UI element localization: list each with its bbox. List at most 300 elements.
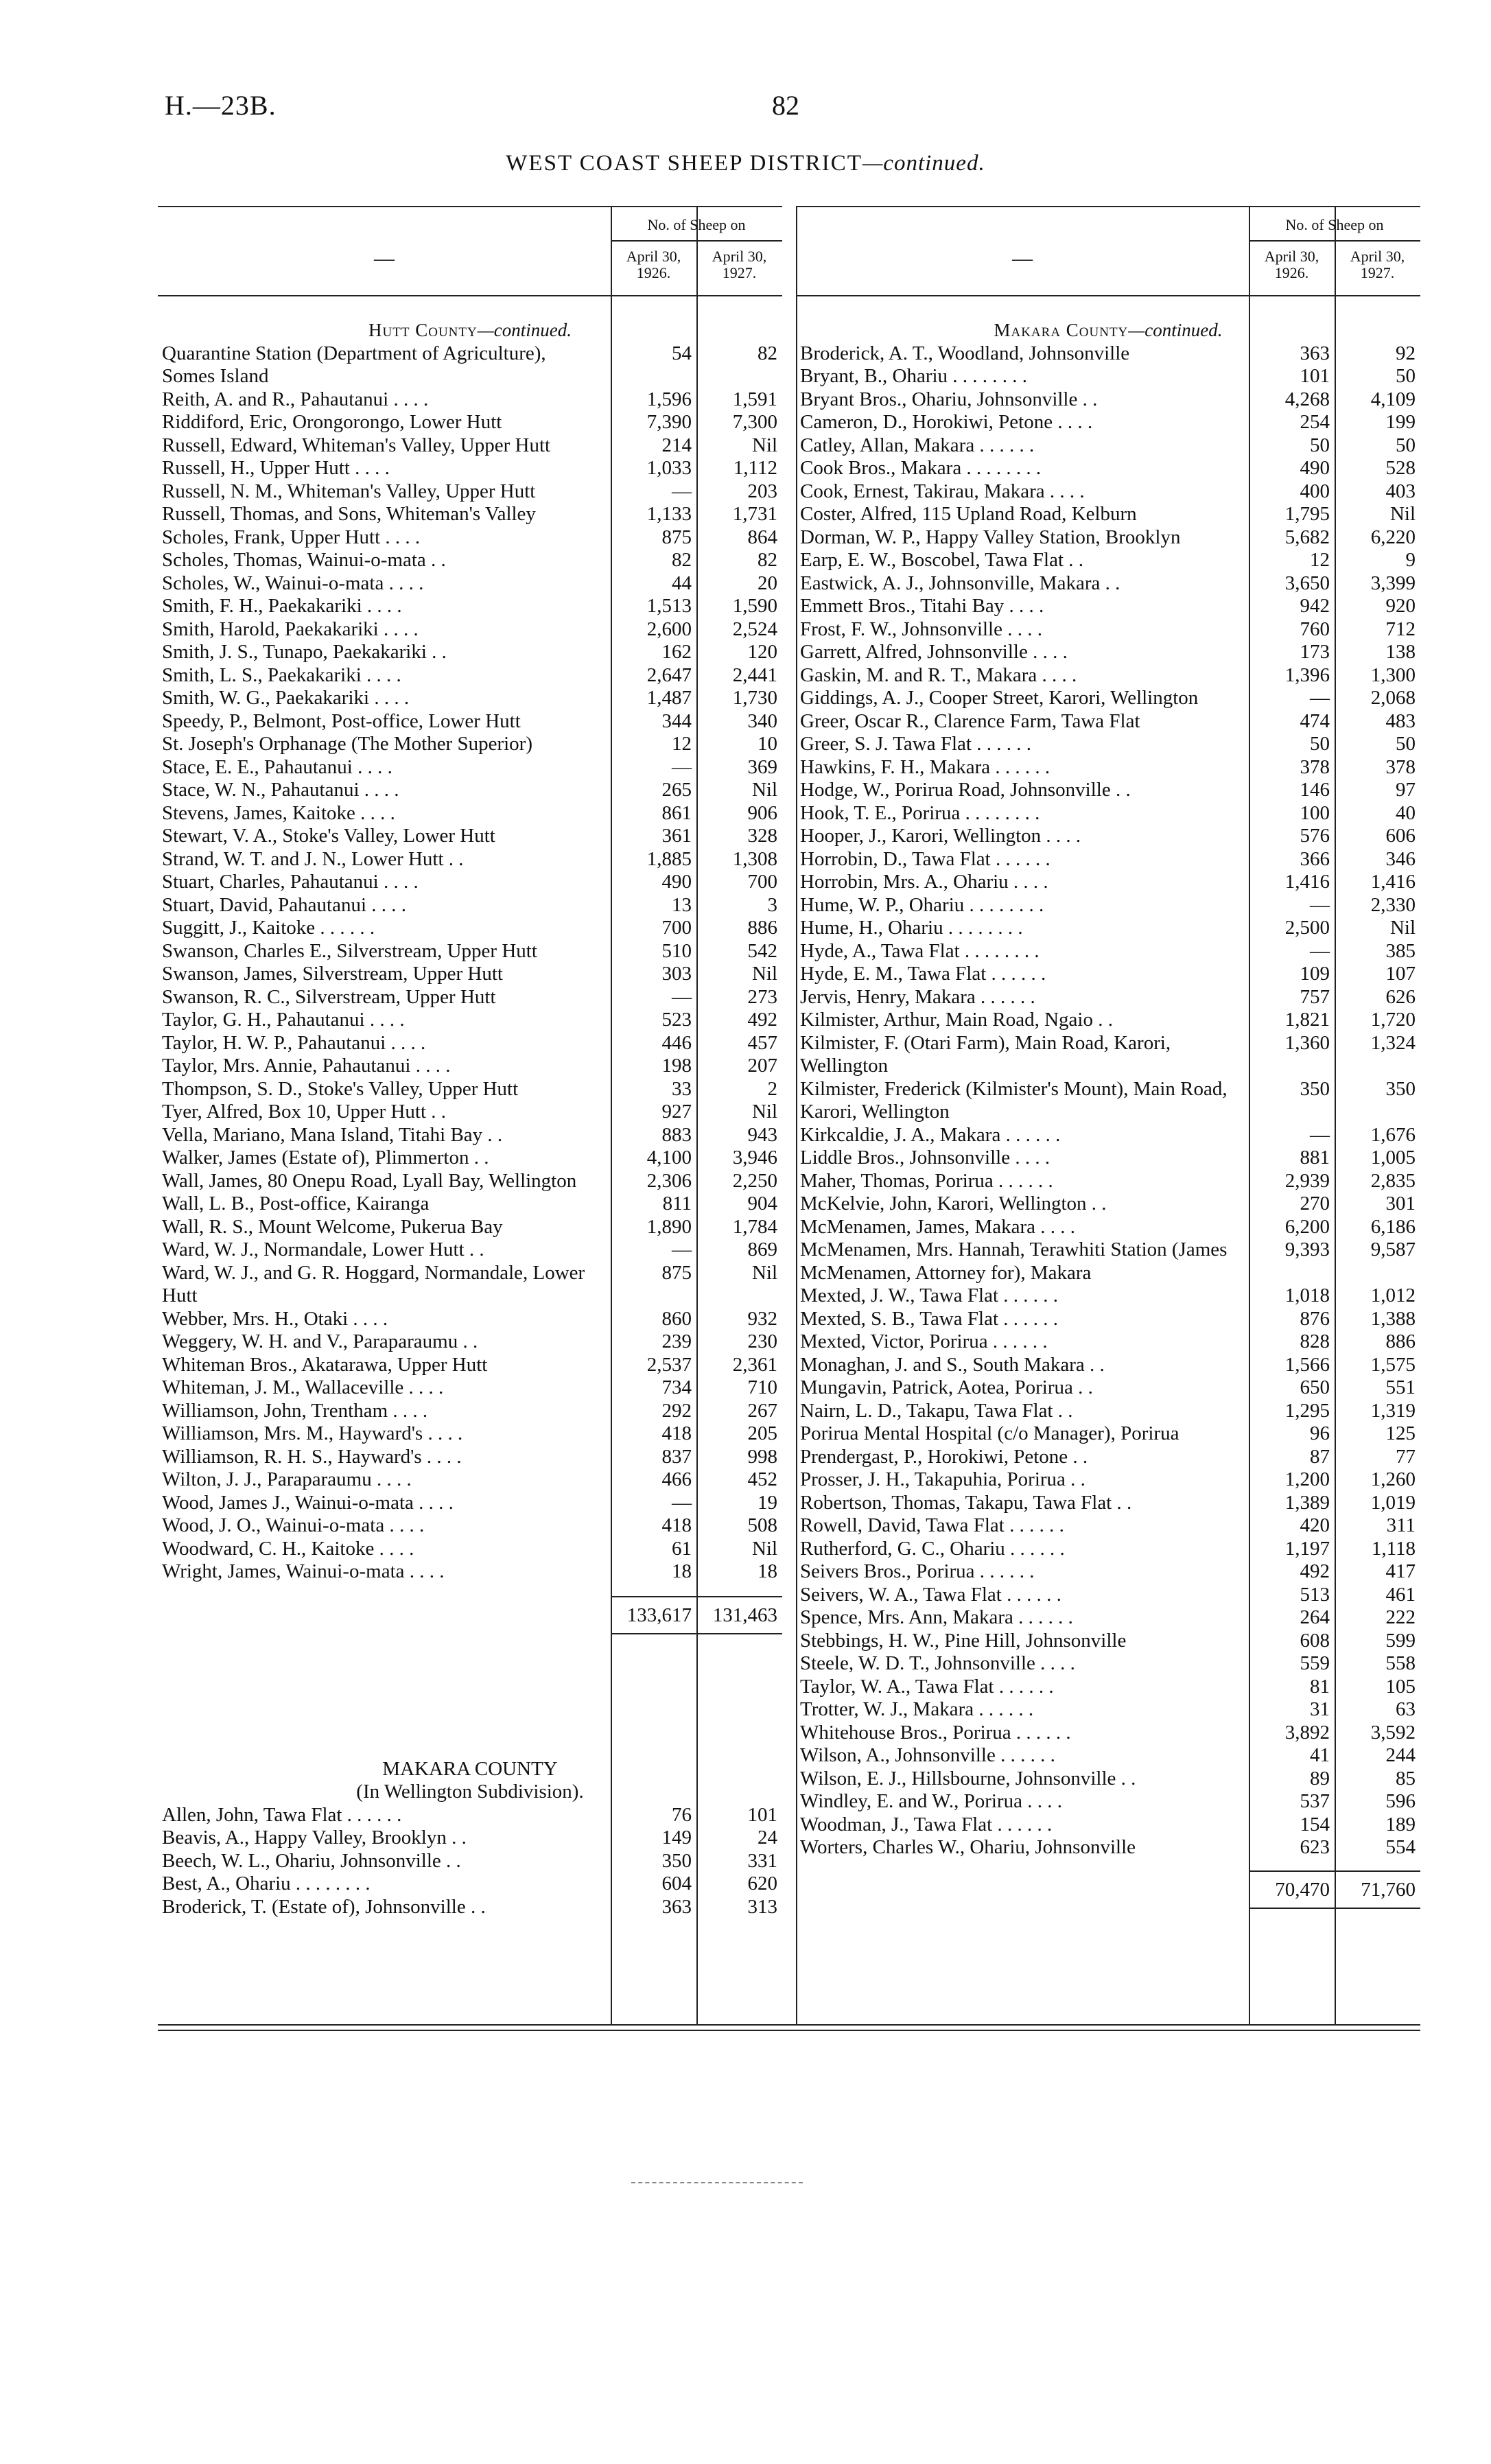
- table-row: [158, 894, 782, 917]
- owner-name: Seivers Bros., Porirua . . . . . .: [800, 1560, 1035, 1582]
- right-col1-header: April 30, 1926.: [1264, 248, 1319, 281]
- sheep-count-1927: Nil: [1389, 917, 1416, 939]
- sheep-count-1926: 1,885: [646, 847, 692, 870]
- sheep-count-1927: 1,720: [1370, 1009, 1416, 1031]
- owner-name: Wilson, A., Johnsonville . . . . . .: [800, 1744, 1055, 1766]
- sheep-count-1926: 576: [1300, 825, 1330, 847]
- sheep-count-1927: 3,592: [1370, 1721, 1416, 1744]
- page-header: [158, 89, 1413, 130]
- sheep-count-1926: 537: [1300, 1790, 1330, 1812]
- table-row: [158, 848, 782, 871]
- owner-name: Allen, John, Tawa Flat . . . . . .: [162, 1803, 402, 1826]
- table-row: [158, 1446, 782, 1469]
- owner-name: Horrobin, D., Tawa Flat . . . . . .: [800, 847, 1050, 870]
- sheep-count-1926: 1,133: [646, 503, 692, 525]
- sheep-count-1926: 1,396: [1284, 664, 1330, 686]
- sheep-count-1926: 875: [661, 526, 692, 548]
- sheep-count-1926: 361: [661, 825, 692, 847]
- table-row: [796, 779, 1420, 802]
- sheep-count-1926: 604: [661, 1873, 692, 1894]
- sheep-count-1926: 466: [661, 1468, 692, 1490]
- table-row: [796, 871, 1420, 894]
- sheep-count-1927: 3,946: [732, 1147, 777, 1169]
- sheep-count-1926: 61: [672, 1537, 692, 1560]
- sheep-count-1927: 1,731: [732, 503, 777, 525]
- sheep-count-1927: 50: [1396, 434, 1416, 456]
- sheep-count-1926: 837: [661, 1445, 692, 1468]
- sheep-count-1926: 292: [661, 1399, 692, 1422]
- sheep-count-1926: 5,682: [1284, 526, 1330, 548]
- sheep-count-1926: 50: [1310, 733, 1330, 755]
- left-col2-header: April 30, 1927.: [712, 248, 767, 281]
- owner-name: Hook, T. E., Porirua . . . . . . . .: [800, 801, 1040, 824]
- sheep-count-1926: —: [672, 755, 692, 778]
- sheep-count-1926: 2,537: [646, 1353, 692, 1376]
- owner-name: Taylor, Mrs. Annie, Pahautanui . . . .: [162, 1055, 451, 1077]
- table-row: [796, 1147, 1420, 1170]
- sheep-count-1926: 9,393: [1284, 1239, 1330, 1260]
- owner-name: Bryant Bros., Ohariu, Johnsonville . .: [800, 388, 1098, 410]
- sheep-count-1926: 303: [661, 963, 692, 985]
- sheep-count-1927: Nil: [751, 779, 777, 801]
- sheep-count-1926: 265: [661, 779, 692, 801]
- section-subheading-makara: (In Wellington Subdivision).: [356, 1781, 584, 1803]
- sheep-count-1927: 107: [1385, 963, 1416, 985]
- table-row: [158, 1193, 782, 1216]
- owner-name: Taylor, H. W. P., Pahautanui . . . .: [162, 1031, 426, 1054]
- owner-name: McMenamen, James, Makara . . . .: [800, 1215, 1076, 1238]
- table-row: [796, 1606, 1420, 1630]
- owner-name: Taylor, W. A., Tawa Flat . . . . . .: [800, 1675, 1054, 1698]
- sheep-count-1926: 44: [672, 572, 692, 594]
- sheep-count-1926: 344: [661, 709, 692, 732]
- bottom-rule: [158, 2024, 1420, 2026]
- table-row: [796, 894, 1420, 917]
- table-row: [796, 917, 1420, 940]
- sheep-count-1927: 340: [747, 709, 777, 732]
- table-row: [796, 641, 1420, 664]
- table-row: [796, 1652, 1420, 1676]
- report-reference: H.—23B.: [165, 90, 277, 121]
- sheep-count-1927: 1,319: [1370, 1399, 1416, 1422]
- owner-name: Gaskin, M. and R. T., Makara . . . .: [800, 664, 1077, 686]
- sheep-count-1926: 41: [1310, 1744, 1330, 1766]
- owner-name: Mexted, J. W., Tawa Flat . . . . . .: [800, 1284, 1059, 1306]
- sheep-count-1927: 508: [747, 1514, 777, 1536]
- table-row: [796, 1330, 1420, 1354]
- owner-name: Coster, Alfred, 115 Upland Road, Kelburn: [800, 503, 1137, 525]
- sheep-count-1927: Nil: [751, 963, 777, 985]
- sheep-count-1927: 1,388: [1370, 1307, 1416, 1330]
- owner-name: Ward, W. J., Normandale, Lower Hutt . .: [162, 1239, 484, 1260]
- table-row: [796, 1308, 1420, 1331]
- sheep-count-1926: —: [1310, 1123, 1330, 1146]
- table-row: [796, 1009, 1420, 1032]
- right-total-row: [796, 1872, 1420, 1908]
- owner-name: Hume, W. P., Ohariu . . . . . . . .: [800, 893, 1044, 916]
- sheep-count-1927: Nil: [1389, 503, 1416, 525]
- sheep-count-1926: 13: [672, 893, 692, 916]
- table-row: [158, 503, 782, 526]
- sheep-count-1927: 10: [758, 733, 777, 755]
- owner-name: St. Joseph's Orphanage (The Mother Superior): [162, 733, 532, 755]
- table-row: [158, 388, 782, 412]
- sheep-count-1927: 346: [1385, 847, 1416, 870]
- owner-name: Wall, James, 80 Onepu Road, Lyall Bay, Wellington: [162, 1169, 577, 1192]
- sheep-count-1926: 1,295: [1284, 1399, 1330, 1422]
- owner-name: Mungavin, Patrick, Aotea, Porirua . .: [800, 1376, 1093, 1398]
- owner-name: Speedy, P., Belmont, Post-office, Lower Hutt: [162, 709, 521, 732]
- sheep-count-1926: 89: [1310, 1767, 1330, 1790]
- owner-name: Jervis, Henry, Makara . . . . . .: [800, 985, 1035, 1008]
- table-row: [158, 986, 782, 1009]
- sheep-count-1927: 19: [758, 1491, 777, 1514]
- table-row: [158, 641, 782, 664]
- sheep-count-1927: 267: [747, 1399, 777, 1422]
- table-row: [158, 572, 782, 596]
- sheep-count-1927: 207: [747, 1055, 777, 1077]
- sheep-count-1926: 1,890: [646, 1215, 692, 1238]
- table-row: [796, 802, 1420, 825]
- sheep-count-1926: 2,306: [646, 1169, 692, 1192]
- owner-name: Frost, F. W., Johnsonville . . . .: [800, 618, 1042, 640]
- sheep-count-1926: —: [672, 480, 692, 502]
- sheep-count-1927: 6,220: [1370, 526, 1416, 548]
- table-row: [796, 1768, 1420, 1791]
- owner-name: Cook, Ernest, Takirau, Makara . . . .: [800, 480, 1085, 502]
- sheep-count-1927: 2,068: [1370, 687, 1416, 709]
- owner-name: Porirua Mental Hospital (c/o Manager), Porirua: [800, 1422, 1179, 1444]
- owner-name: Windley, E. and W., Porirua . . . .: [800, 1790, 1062, 1812]
- sheep-count-1927: 2,441: [732, 664, 777, 686]
- table-row: [796, 1422, 1420, 1446]
- sheep-count-1926: 7,390: [646, 411, 692, 433]
- sheep-count-1926: 378: [1300, 755, 1330, 778]
- owner-name: Swanson, Charles E., Silverstream, Upper Hutt: [162, 939, 537, 962]
- table-row: [796, 825, 1420, 848]
- table-row: [796, 963, 1420, 986]
- sheep-count-1927: 1,676: [1370, 1123, 1416, 1146]
- sheep-count-1927: 403: [1385, 480, 1416, 502]
- table-row: [158, 1422, 782, 1446]
- owner-name: Spence, Mrs. Ann, Makara . . . . . .: [800, 1606, 1073, 1628]
- sheep-count-1926: 446: [661, 1031, 692, 1054]
- sheep-count-1926: 942: [1300, 595, 1330, 617]
- owner-name: Woodman, J., Tawa Flat . . . . . .: [800, 1813, 1053, 1835]
- owner-name: Hume, H., Ohariu . . . . . . . .: [800, 917, 1023, 939]
- table-row: [158, 1124, 782, 1147]
- table-row: [796, 1836, 1420, 1859]
- table-row: [796, 572, 1420, 596]
- sheep-count-1927: 606: [1385, 825, 1416, 847]
- sheep-count-1926: 254: [1300, 411, 1330, 433]
- owner-name: Emmett Bros., Titahi Bay . . . .: [800, 595, 1044, 617]
- owner-name: Beech, W. L., Ohariu, Johnsonville . .: [162, 1849, 461, 1872]
- owner-name: Williamson, John, Trentham . . . .: [162, 1399, 428, 1422]
- table-row: [158, 664, 782, 688]
- sheep-count-1927: Nil: [751, 1101, 777, 1123]
- sheep-count-1927: 7,300: [732, 411, 777, 433]
- owner-name: Whiteman Bros., Akatarawa, Upper Hutt: [162, 1353, 488, 1376]
- table-row: [158, 963, 782, 986]
- table-row: [796, 1170, 1420, 1193]
- right-rows: [796, 319, 1420, 1909]
- owner-name: Maher, Thomas, Porirua . . . . . .: [800, 1169, 1053, 1192]
- sheep-count-1927: 2,250: [732, 1169, 777, 1192]
- table-row: [796, 710, 1420, 734]
- sheep-count-1927: 311: [1386, 1514, 1416, 1536]
- owner-name: Wall, R. S., Mount Welcome, Pukerua Bay: [162, 1215, 503, 1238]
- sheep-count-1927: 1,308: [732, 847, 777, 870]
- sheep-count-1927: 2,835: [1370, 1169, 1416, 1192]
- sheep-count-1926: 1,487: [646, 687, 692, 709]
- sheep-count-1927: 1,005: [1370, 1147, 1416, 1169]
- table-row: [158, 1216, 782, 1239]
- owner-name: Swanson, James, Silverstream, Upper Hutt: [162, 963, 503, 985]
- sheep-count-1927: 920: [1385, 595, 1416, 617]
- sheep-count-1927: 932: [747, 1307, 777, 1330]
- sheep-count-1927: 998: [747, 1445, 777, 1468]
- owner-name: Wright, James, Wainui-o-mata . . . .: [162, 1560, 445, 1582]
- owner-name: Taylor, G. H., Pahautanui . . . .: [162, 1009, 405, 1031]
- sheep-count-1926: 366: [1300, 847, 1330, 870]
- sheep-count-1927: 50: [1396, 365, 1416, 387]
- table-row: [158, 1400, 782, 1423]
- sheep-count-1927: 24: [758, 1827, 777, 1849]
- sheep-count-1927: 551: [1385, 1376, 1416, 1398]
- owner-name: Ward, W. J., and G. R. Hoggard, Normandale, Lower Hutt: [162, 1261, 585, 1306]
- sheep-count-1926: —: [672, 985, 692, 1008]
- sheep-count-1927: 138: [1385, 641, 1416, 663]
- table-row: [796, 986, 1420, 1009]
- sheep-count-1927: 869: [747, 1239, 777, 1260]
- sheep-count-1926: —: [1310, 687, 1330, 709]
- table-row: [796, 1032, 1420, 1078]
- sheep-count-1926: 400: [1300, 480, 1330, 502]
- table-row: [796, 365, 1420, 388]
- table-row: [796, 1216, 1420, 1239]
- sheep-count-1927: 492: [747, 1009, 777, 1031]
- table-row: [158, 1032, 782, 1055]
- sheep-count-1926: 559: [1300, 1652, 1330, 1674]
- sheep-count-1927: 2,330: [1370, 893, 1416, 916]
- sheep-count-1926: 363: [1300, 342, 1330, 364]
- table-row: [158, 1009, 782, 1032]
- sheep-count-1927: 712: [1385, 618, 1416, 640]
- sheep-count-1927: 101: [747, 1803, 777, 1826]
- table-row: [796, 1468, 1420, 1492]
- table-row: [796, 595, 1420, 618]
- table-row: [796, 457, 1420, 480]
- sheep-count-1927: 1,591: [732, 388, 777, 410]
- sheep-count-1926: 757: [1300, 985, 1330, 1008]
- table-row: [158, 802, 782, 825]
- table-row: [158, 917, 782, 940]
- sheep-count-1927: 189: [1385, 1813, 1416, 1835]
- owner-name: Russell, Edward, Whiteman's Valley, Upper Hutt: [162, 434, 551, 456]
- owner-name: Stace, E. E., Pahautanui . . . .: [162, 755, 392, 778]
- owner-name: Swanson, R. C., Silverstream, Upper Hutt: [162, 985, 496, 1008]
- table-row: [158, 1354, 782, 1377]
- right-total-1926: 70,470: [1275, 1878, 1330, 1901]
- sheep-count-1927: 483: [1385, 709, 1416, 732]
- sheep-count-1926: 264: [1300, 1606, 1330, 1628]
- sheep-count-1927: 20: [758, 572, 777, 594]
- left-total-1926: 133,617: [626, 1604, 692, 1626]
- table-row: [796, 411, 1420, 434]
- sheep-count-1926: 2,500: [1284, 917, 1330, 939]
- right-col2-header: April 30, 1927.: [1350, 248, 1405, 281]
- table-row: [796, 940, 1420, 963]
- table-row: [158, 526, 782, 550]
- sheep-count-1926: 363: [661, 1895, 692, 1918]
- owner-name: Seivers, W. A., Tawa Flat . . . . . .: [800, 1583, 1061, 1606]
- sheep-count-1927: 50: [1396, 733, 1416, 755]
- table-row: [796, 1790, 1420, 1814]
- table-row: [158, 1147, 782, 1170]
- table-row: [158, 1538, 782, 1561]
- sheep-count-1927: 417: [1385, 1560, 1416, 1582]
- sheep-count-1926: 700: [661, 917, 692, 939]
- sheep-count-1926: 490: [661, 871, 692, 893]
- sheep-count-1927: 558: [1385, 1652, 1416, 1674]
- sheep-count-1926: 154: [1300, 1813, 1330, 1835]
- owner-name: Tyer, Alfred, Box 10, Upper Hutt . .: [162, 1101, 447, 1123]
- table-row: [158, 1170, 782, 1193]
- sheep-count-1927: 626: [1385, 985, 1416, 1008]
- sheep-count-1926: 510: [661, 939, 692, 962]
- owner-name: Riddiford, Eric, Orongorongo, Lower Hutt: [162, 411, 502, 433]
- sheep-count-1927: 2: [767, 1077, 777, 1100]
- owner-name: Broderick, T. (Estate of), Johnsonville . .: [162, 1895, 486, 1918]
- owner-name: Smith, W. G., Paekakariki . . . .: [162, 687, 410, 709]
- owner-name: Stuart, David, Pahautanui . . . .: [162, 893, 407, 916]
- table-row: [158, 411, 782, 434]
- sheep-count-1926: 3,650: [1284, 572, 1330, 594]
- sheep-count-1927: 331: [747, 1849, 777, 1872]
- sheep-count-1926: 162: [661, 641, 692, 663]
- owner-name: Hodge, W., Porirua Road, Johnsonville . .: [800, 779, 1131, 801]
- table-row: [796, 733, 1420, 756]
- sheep-count-1926: 1,596: [646, 388, 692, 410]
- owner-name: Smith, F. H., Paekakariki . . . .: [162, 595, 402, 617]
- sheep-count-1927: 1,416: [1370, 871, 1416, 893]
- owner-name: Horrobin, Mrs. A., Ohariu . . . .: [800, 871, 1048, 893]
- owner-name: Mexted, Victor, Porirua . . . . . .: [800, 1330, 1048, 1352]
- sheep-count-1926: 875: [661, 1261, 692, 1284]
- sheep-count-1926: 1,018: [1284, 1284, 1330, 1306]
- owner-name: Smith, J. S., Tunapo, Paekakariki . .: [162, 641, 447, 663]
- owner-name: Kirkcaldie, J. A., Makara . . . . . .: [800, 1123, 1061, 1146]
- sheep-count-1926: 198: [661, 1055, 692, 1077]
- page-number: 82: [772, 90, 799, 121]
- table-row: [158, 1078, 782, 1101]
- owner-name: Quarantine Station (Department of Agriculture), Somes Island: [162, 342, 546, 387]
- sheep-count-1926: 18: [672, 1560, 692, 1582]
- sheep-count-1926: 82: [672, 549, 692, 571]
- owner-name: Prendergast, P., Horokiwi, Petone . .: [800, 1445, 1088, 1468]
- table-row: [796, 526, 1420, 550]
- sheep-count-1927: 2,524: [732, 618, 777, 640]
- owner-name: Scholes, W., Wainui-o-mata . . . .: [162, 572, 424, 594]
- sheep-count-1926: 490: [1300, 457, 1330, 479]
- left-col1-header: April 30, 1926.: [626, 248, 681, 281]
- sheep-count-1927: 599: [1385, 1629, 1416, 1652]
- table-row: [796, 1400, 1420, 1423]
- sheep-count-1926: 876: [1300, 1307, 1330, 1330]
- owner-name: Rutherford, G. C., Ohariu . . . . . .: [800, 1537, 1065, 1560]
- table-row: [796, 1744, 1420, 1768]
- sheep-count-1927: 97: [1396, 779, 1416, 801]
- table-row: [158, 756, 782, 779]
- sheep-count-1927: 596: [1385, 1790, 1416, 1812]
- owner-name: Williamson, R. H. S., Hayward's . . . .: [162, 1445, 462, 1468]
- owner-name: Strand, W. T. and J. N., Lower Hutt . .: [162, 847, 464, 870]
- table-row: [796, 756, 1420, 779]
- sheep-count-1927: 18: [758, 1560, 777, 1582]
- table-row: [796, 1698, 1420, 1722]
- owner-name: Stace, W. N., Pahautanui . . . .: [162, 779, 399, 801]
- sheep-count-1926: 2,939: [1284, 1169, 1330, 1192]
- sheep-count-1927: 82: [758, 342, 777, 364]
- sheep-count-1927: 700: [747, 871, 777, 893]
- sheep-count-1926: 12: [672, 733, 692, 755]
- owner-name: Cameron, D., Horokiwi, Petone . . . .: [800, 411, 1093, 433]
- table-row: [158, 1376, 782, 1400]
- sheep-count-1926: 1,033: [646, 457, 692, 479]
- sheep-count-1926: 6,200: [1284, 1215, 1330, 1238]
- sheep-count-1927: 620: [747, 1873, 777, 1894]
- sheep-count-1926: 883: [661, 1123, 692, 1146]
- table-row: [158, 1560, 782, 1584]
- sheep-count-1926: 2,647: [646, 664, 692, 686]
- table-row: [796, 1722, 1420, 1745]
- table-row: [796, 1584, 1420, 1607]
- table-row: [158, 825, 782, 848]
- sheep-count-1926: 1,200: [1284, 1468, 1330, 1490]
- sheep-count-1927: 6,186: [1370, 1215, 1416, 1238]
- owner-name: Scholes, Frank, Upper Hutt . . . .: [162, 526, 421, 548]
- owner-name: Best, A., Ohariu . . . . . . . .: [162, 1873, 371, 1894]
- owner-name: Smith, L. S., Paekakariki . . . .: [162, 664, 401, 686]
- table-row: [796, 1354, 1420, 1377]
- owner-name: Williamson, Mrs. M., Hayward's . . . .: [162, 1422, 463, 1444]
- owner-name: Stebbings, H. W., Pine Hill, Johnsonville: [800, 1629, 1127, 1652]
- owner-name: Hawkins, F. H., Makara . . . . . .: [800, 755, 1050, 778]
- owner-name: Robertson, Thomas, Takapu, Tawa Flat . .: [800, 1491, 1132, 1514]
- owner-name: Walker, James (Estate of), Plimmerton . .: [162, 1147, 489, 1169]
- sheep-count-1926: 1,821: [1284, 1009, 1330, 1031]
- sheep-count-1926: 239: [661, 1330, 692, 1352]
- table-row: [158, 549, 782, 572]
- sheep-count-1927: 350: [1385, 1077, 1416, 1100]
- owner-name: Catley, Allan, Makara . . . . . .: [800, 434, 1035, 456]
- title-main: WEST COAST SHEEP DISTRICT: [506, 151, 862, 176]
- sheep-count-1926: 1,416: [1284, 871, 1330, 893]
- sheep-count-1927: 3,399: [1370, 572, 1416, 594]
- sheep-count-1927: 301: [1385, 1193, 1416, 1215]
- table-row: [796, 1560, 1420, 1584]
- table-row: [158, 710, 782, 734]
- sheep-count-1927: 943: [747, 1123, 777, 1146]
- footer-rule: [631, 2182, 803, 2183]
- sheep-count-1926: 418: [661, 1514, 692, 1536]
- table-row: [796, 1124, 1420, 1147]
- sheep-count-1926: 418: [661, 1422, 692, 1444]
- owner-name: Cook Bros., Makara . . . . . . . .: [800, 457, 1042, 479]
- owner-name: Eastwick, A. J., Johnsonville, Makara . .: [800, 572, 1120, 594]
- table-row: [158, 1330, 782, 1354]
